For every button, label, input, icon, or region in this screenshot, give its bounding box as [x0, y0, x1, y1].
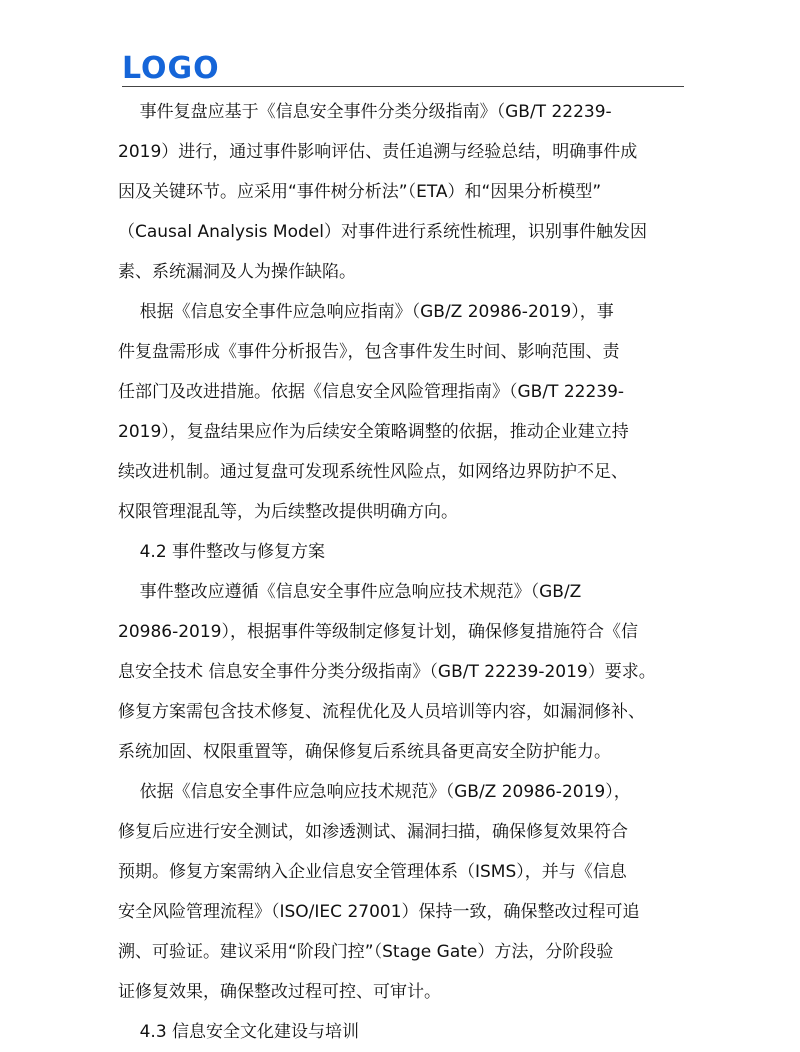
text-line: 因及关键环节。应采用“事件树分析法”（ETA）和“因果分析模型”	[118, 182, 602, 202]
text-line: 息安全技术 信息安全事件分类分级指南》（GB/T 22239-2019）要求。	[118, 662, 656, 682]
text-line: 修复后应进行安全测试，如渗透测试、漏洞扫描，确保修复效果符合	[118, 822, 628, 842]
text-line: 素、系统漏洞及人为操作缺陷。	[118, 262, 356, 282]
section-heading: 4.2 事件整改与修复方案	[118, 542, 326, 562]
paragraph	[118, 92, 708, 292]
text-line: 依据《信息安全事件应急响应技术规范》（GB/Z 20986-2019），	[118, 782, 631, 802]
text-line: 安全风险管理流程》（ISO/IEC 27001）保持一致，确保整改过程可追	[118, 902, 640, 922]
text-line: 事件复盘应基于《信息安全事件分类分级指南》（GB/T 22239-	[118, 102, 612, 122]
text-line: 证修复效果，确保整改过程可控、可审计。	[118, 982, 441, 1002]
text-line: 权限管理混乱等，为后续整改提供明确方向。	[118, 502, 458, 522]
text-line: 任部门及改进措施。依据《信息安全风险管理指南》（GB/T 22239-	[118, 382, 625, 402]
header-divider	[122, 86, 684, 87]
text-line: 修复方案需包含技术修复、流程优化及人员培训等内容，如漏洞修补、	[118, 702, 645, 722]
text-line: 20986-2019），根据事件等级制定修复计划，确保修复措施符合《信	[118, 622, 638, 642]
text-line: 事件整改应遵循《信息安全事件应急响应技术规范》（GB/Z	[118, 582, 582, 602]
paragraph	[118, 572, 708, 772]
text-line: （Causal Analysis Model）对事件进行系统性梳理，识别事件触发因	[118, 222, 647, 242]
paragraph	[118, 772, 708, 1012]
logo: LOGO	[122, 51, 220, 86]
text-line: 溯、可验证。建议采用“阶段门控”（Stage Gate）方法，分阶段验	[118, 942, 614, 962]
paragraph	[118, 292, 708, 532]
text-line: 2019）进行，通过事件影响评估、责任追溯与经验总结，明确事件成	[118, 142, 638, 162]
text-line: 根据《信息安全事件应急响应指南》（GB/Z 20986-2019），事	[118, 302, 614, 322]
section-heading: 4.3 信息安全文化建设与培训	[118, 1022, 360, 1042]
text-line: 续改进机制。通过复盘可发现系统性风险点，如网络边界防护不足、	[118, 462, 628, 482]
document-body	[118, 92, 708, 1052]
text-line: 件复盘需形成《事件分析报告》，包含事件发生时间、影响范围、责	[118, 342, 620, 362]
text-line: 预期。修复方案需纳入企业信息安全管理体系（ISMS），并与《信息	[118, 862, 627, 882]
text-line: 2019），复盘结果应作为后续安全策略调整的依据，推动企业建立持	[118, 422, 629, 442]
text-line: 系统加固、权限重置等，确保修复后系统具备更高安全防护能力。	[118, 742, 611, 762]
